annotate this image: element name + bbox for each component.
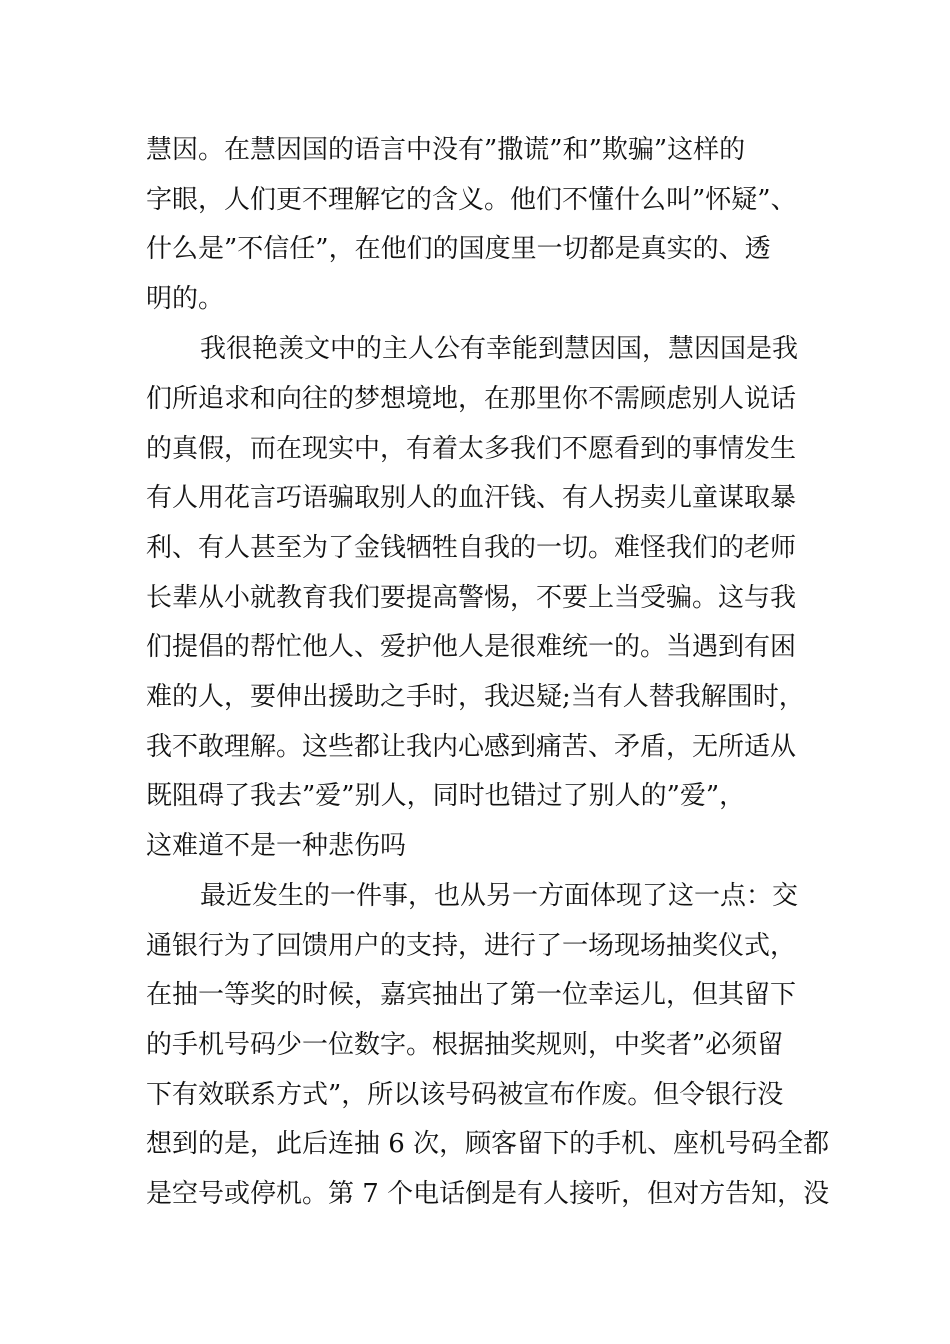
text-line: 想到的是，此后连抽 6 次，顾客留下的手机、座机号码全都 — [146, 1129, 830, 1159]
text-line: 的手机号码少一位数字。根据抽奖规则，中奖者”必须留 — [146, 1030, 784, 1060]
text-line: 明的。 — [146, 284, 225, 314]
text-line: 利、有人甚至为了金钱牺牲自我的一切。难怪我们的老师 — [146, 533, 797, 563]
text-line: 长辈从小就教育我们要提高警惕，不要上当受骗。这与我 — [146, 583, 797, 613]
text-line: 什么是”不信任”，在他们的国度里一切都是真实的、透 — [146, 234, 771, 264]
text-line: 我很艳羡文中的主人公有幸能到慧因国，慧因国是我 — [200, 334, 799, 364]
text-line: 有人用花言巧语骗取别人的血汗钱、有人拐卖儿童谋取暴 — [146, 483, 797, 513]
text-line: 字眼，人们更不理解它的含义。他们不懂什么叫”怀疑”、 — [146, 185, 797, 215]
text-line: 这难道不是一种悲伤吗 — [146, 831, 407, 861]
text-line: 慧因。在慧因国的语言中没有”撒谎”和”欺骗”这样的 — [146, 135, 746, 165]
text-line: 在抽一等奖的时候，嘉宾抽出了第一位幸运儿，但其留下 — [146, 980, 797, 1010]
text-line: 我不敢理解。这些都让我内心感到痛苦、矛盾，无所适从 — [146, 732, 797, 762]
text-line: 下有效联系方式”，所以该号码被宣布作废。但令银行没 — [146, 1080, 784, 1110]
text-line: 最近发生的一件事，也从另一方面体现了这一点：交 — [200, 881, 799, 911]
text-line: 通银行为了回馈用户的支持，进行了一场现场抽奖仪式， — [146, 931, 797, 961]
text-line: 们所追求和向往的梦想境地，在那里你不需顾虑别人说话 — [146, 384, 797, 414]
text-line: 的真假，而在现实中，有着太多我们不愿看到的事情发生 — [146, 434, 797, 464]
text-line: 是空号或停机。第 7 个电话倒是有人接听，但对方告知，没 — [146, 1179, 830, 1209]
text-line: 既阻碍了我去”爱”别人，同时也错过了别人的”爱”， — [146, 781, 746, 811]
text-line: 难的人，要伸出援助之手时，我迟疑;当有人替我解围时， — [146, 682, 805, 712]
text-line: 们提倡的帮忙他人、爱护他人是很难统一的。当遇到有困 — [146, 632, 797, 662]
